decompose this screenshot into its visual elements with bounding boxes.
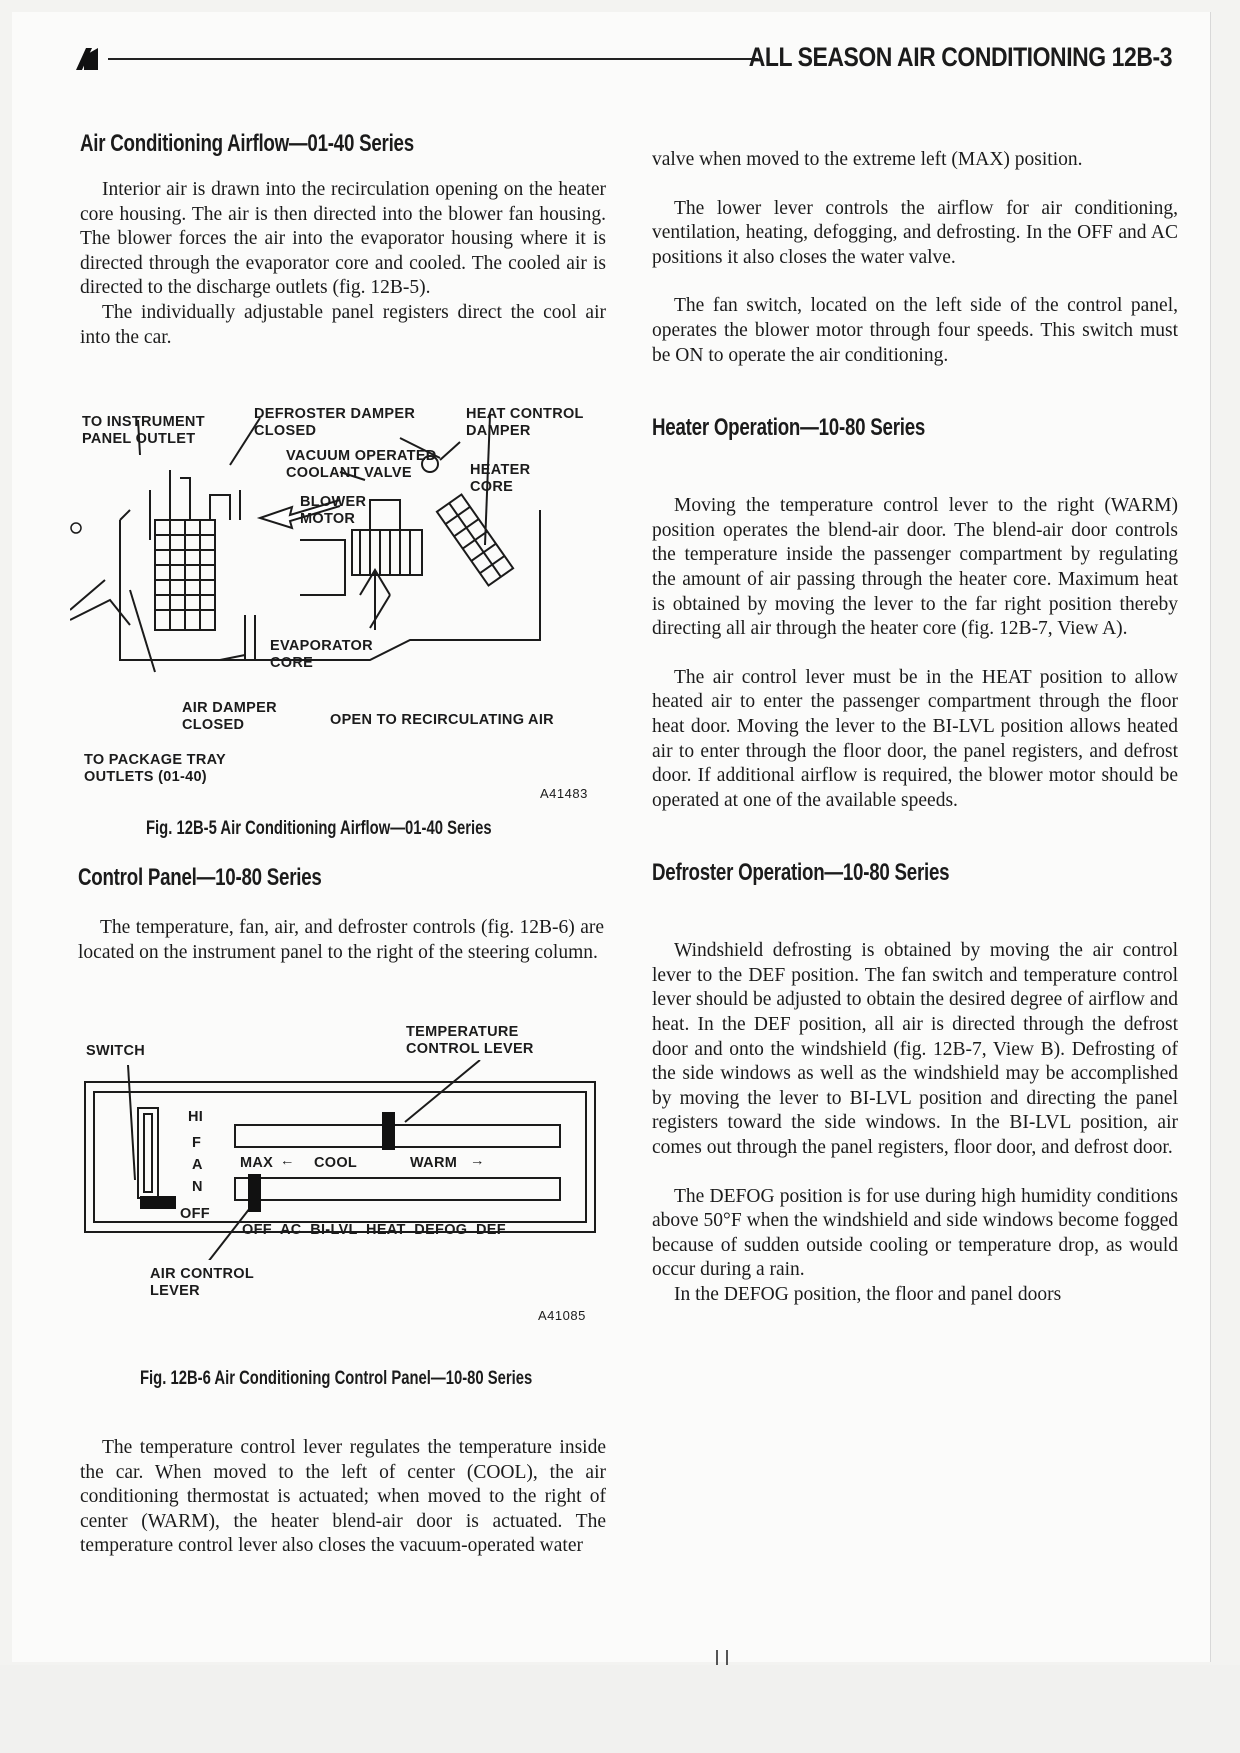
label-defroster-damper: DEFROSTER DAMPER CLOSED — [254, 406, 416, 439]
para-valve: valve when moved to the extreme left (MAX) position. — [652, 149, 1083, 170]
scan-margin — [0, 1665, 1240, 1753]
fan-speed-hi: HI — [188, 1109, 204, 1125]
heading-airflow: Air Conditioning Airflow—01-40 Series — [80, 130, 414, 157]
label-heater-core: HEATER CORE — [470, 462, 531, 495]
left-column-bottom — [80, 1436, 606, 1559]
fan-speed-n: N — [192, 1179, 203, 1195]
left-column-top — [80, 130, 606, 350]
para-control-panel: The temperature, fan, air, and defroster controls (fig. 12B-6) are located on the instrument panel to the right of the steering column. — [78, 917, 604, 963]
para-lower-lever: The lower lever controls the airflow for air conditioning, ventilation, heating, defogging, and defrosting. In the OFF and AC positions it also closes the water valve. — [652, 197, 1178, 268]
caption-fig-12b5: Fig. 12B-5 Air Conditioning Airflow—01-40 Series — [146, 818, 492, 839]
label-switch: SWITCH — [86, 1043, 145, 1059]
para-heater-2: The air control lever must be in the HEAT position to allow heated air to enter the passenger compartment through the floor heat door. Moving the lever to the BI-LVL position allows heated air to enter through the floor door, the panel registers, and defrost door. If additional airflow is required, the blower motor should be operated at one of the available speeds. — [652, 666, 1178, 811]
label-air-positions: OFF AC BI-LVL HEAT DEFOG DEF — [242, 1222, 506, 1238]
binding-mark — [716, 1650, 728, 1665]
label-warm: WARM — [410, 1155, 458, 1171]
label-instrument-outlet: TO INSTRUMENT PANEL OUTLET — [82, 414, 205, 447]
para-airflow-1: Interior air is drawn into the recirculation opening on the heater core housing. The air is then directed into the blower fan housing. The blower forces the air into the evaporator housing where it is directed through the evaporator core and cooled. The cooled air is directed to the discharge outlets (fig. 12B-5). — [80, 179, 606, 299]
label-blower-motor: BLOWER MOTOR — [300, 494, 367, 527]
heading-heater-operation: Heater Operation—10-80 Series — [652, 414, 926, 442]
label-evaporator-core: EVAPORATOR CORE — [270, 638, 373, 671]
label-package-tray: TO PACKAGE TRAY OUTLETS (01-40) — [84, 752, 227, 785]
label-max: MAX — [240, 1155, 274, 1171]
para-defroster: Windshield defrosting is obtained by moving the air control lever to the DEF position. The fan switch and temperature control lever should be adjusted to obtain the desired degree of airflow and heat. In the DEF position, all air is directed through the defrost door and onto the windshield (fig. 12B-7, View B). Defrosting of the side windows as well as the windshield may be accomplished by moving the lever to BI-LVL position and directing the panel registers toward the side windows. In the BI-LVL position, air comes out through the panel registers, floor door, and defrost door. — [652, 940, 1178, 1159]
arrow-left-icon: ← — [280, 1153, 295, 1169]
label-vacuum-valve: VACUUM OPERATED COOLANT VALVE — [286, 448, 437, 481]
fan-speed-a: A — [192, 1157, 203, 1173]
caption-fig-12b6: Fig. 12B-6 Air Conditioning Control Panel—10-80 Series — [140, 1368, 533, 1389]
page-header-title: ALL SEASON AIR CONDITIONING 12B-3 — [748, 42, 1172, 72]
fan-speed-off: OFF — [180, 1206, 210, 1222]
figure-id-12b5: A41483 — [540, 786, 588, 801]
manufacturer-logo-icon — [76, 48, 106, 70]
para-fan-switch: The fan switch, located on the left side of the control panel, operates the blower motor through four speeds. This switch must be ON to operate the air conditioning. — [652, 295, 1178, 366]
label-recirculating-air: OPEN TO RECIRCULATING AIR — [330, 712, 554, 728]
heading-control-panel: Control Panel—10-80 Series — [78, 864, 322, 891]
para-airflow-2: The individually adjustable panel registers direct the cool air into the car. — [80, 301, 606, 348]
para-heater-1: Moving the temperature control lever to the right (WARM) position operates the blend-air door. The blend-air door controls the temperature inside the passenger compartment by regulating the amount of air passing through the heater core. Maximum heat is obtained by moving the lever to the far right position thereby directing all air through the heater core (fig. 12B-7, View A). — [652, 495, 1178, 640]
label-air-damper: AIR DAMPER CLOSED — [182, 700, 277, 733]
label-cool: COOL — [314, 1155, 358, 1171]
arrow-right-icon: → — [470, 1153, 485, 1169]
right-column — [652, 148, 1178, 1308]
para-defog-1: The DEFOG position is for use during high humidity conditions above 50°F when the windshield and side windows become fogged because of sudden outside cooling or temperature drop, as would occur during a rain. — [652, 1185, 1178, 1281]
label-air-control-lever: AIR CONTROL LEVER — [150, 1266, 254, 1299]
left-column-mid — [78, 864, 604, 965]
header-rule — [108, 58, 758, 60]
label-temperature-lever: TEMPERATURE CONTROL LEVER — [406, 1024, 534, 1057]
heading-defroster-operation: Defroster Operation—10-80 Series — [652, 859, 950, 887]
para-defog-2: In the DEFOG position, the floor and panel doors — [674, 1284, 1062, 1305]
label-heat-control-damper: HEAT CONTROL DAMPER — [466, 406, 584, 439]
fan-speed-f: F — [192, 1135, 202, 1151]
para-temperature-lever: The temperature control lever regulates the temperature inside the car. When moved to the left of center (COOL), the air conditioning thermostat is actuated; when moved to the right of center (WARM), the heater blend-air door is actuated. The temperature control lever also closes the vacuum-operated water — [80, 1437, 606, 1557]
figure-id-12b6: A41085 — [538, 1308, 586, 1323]
